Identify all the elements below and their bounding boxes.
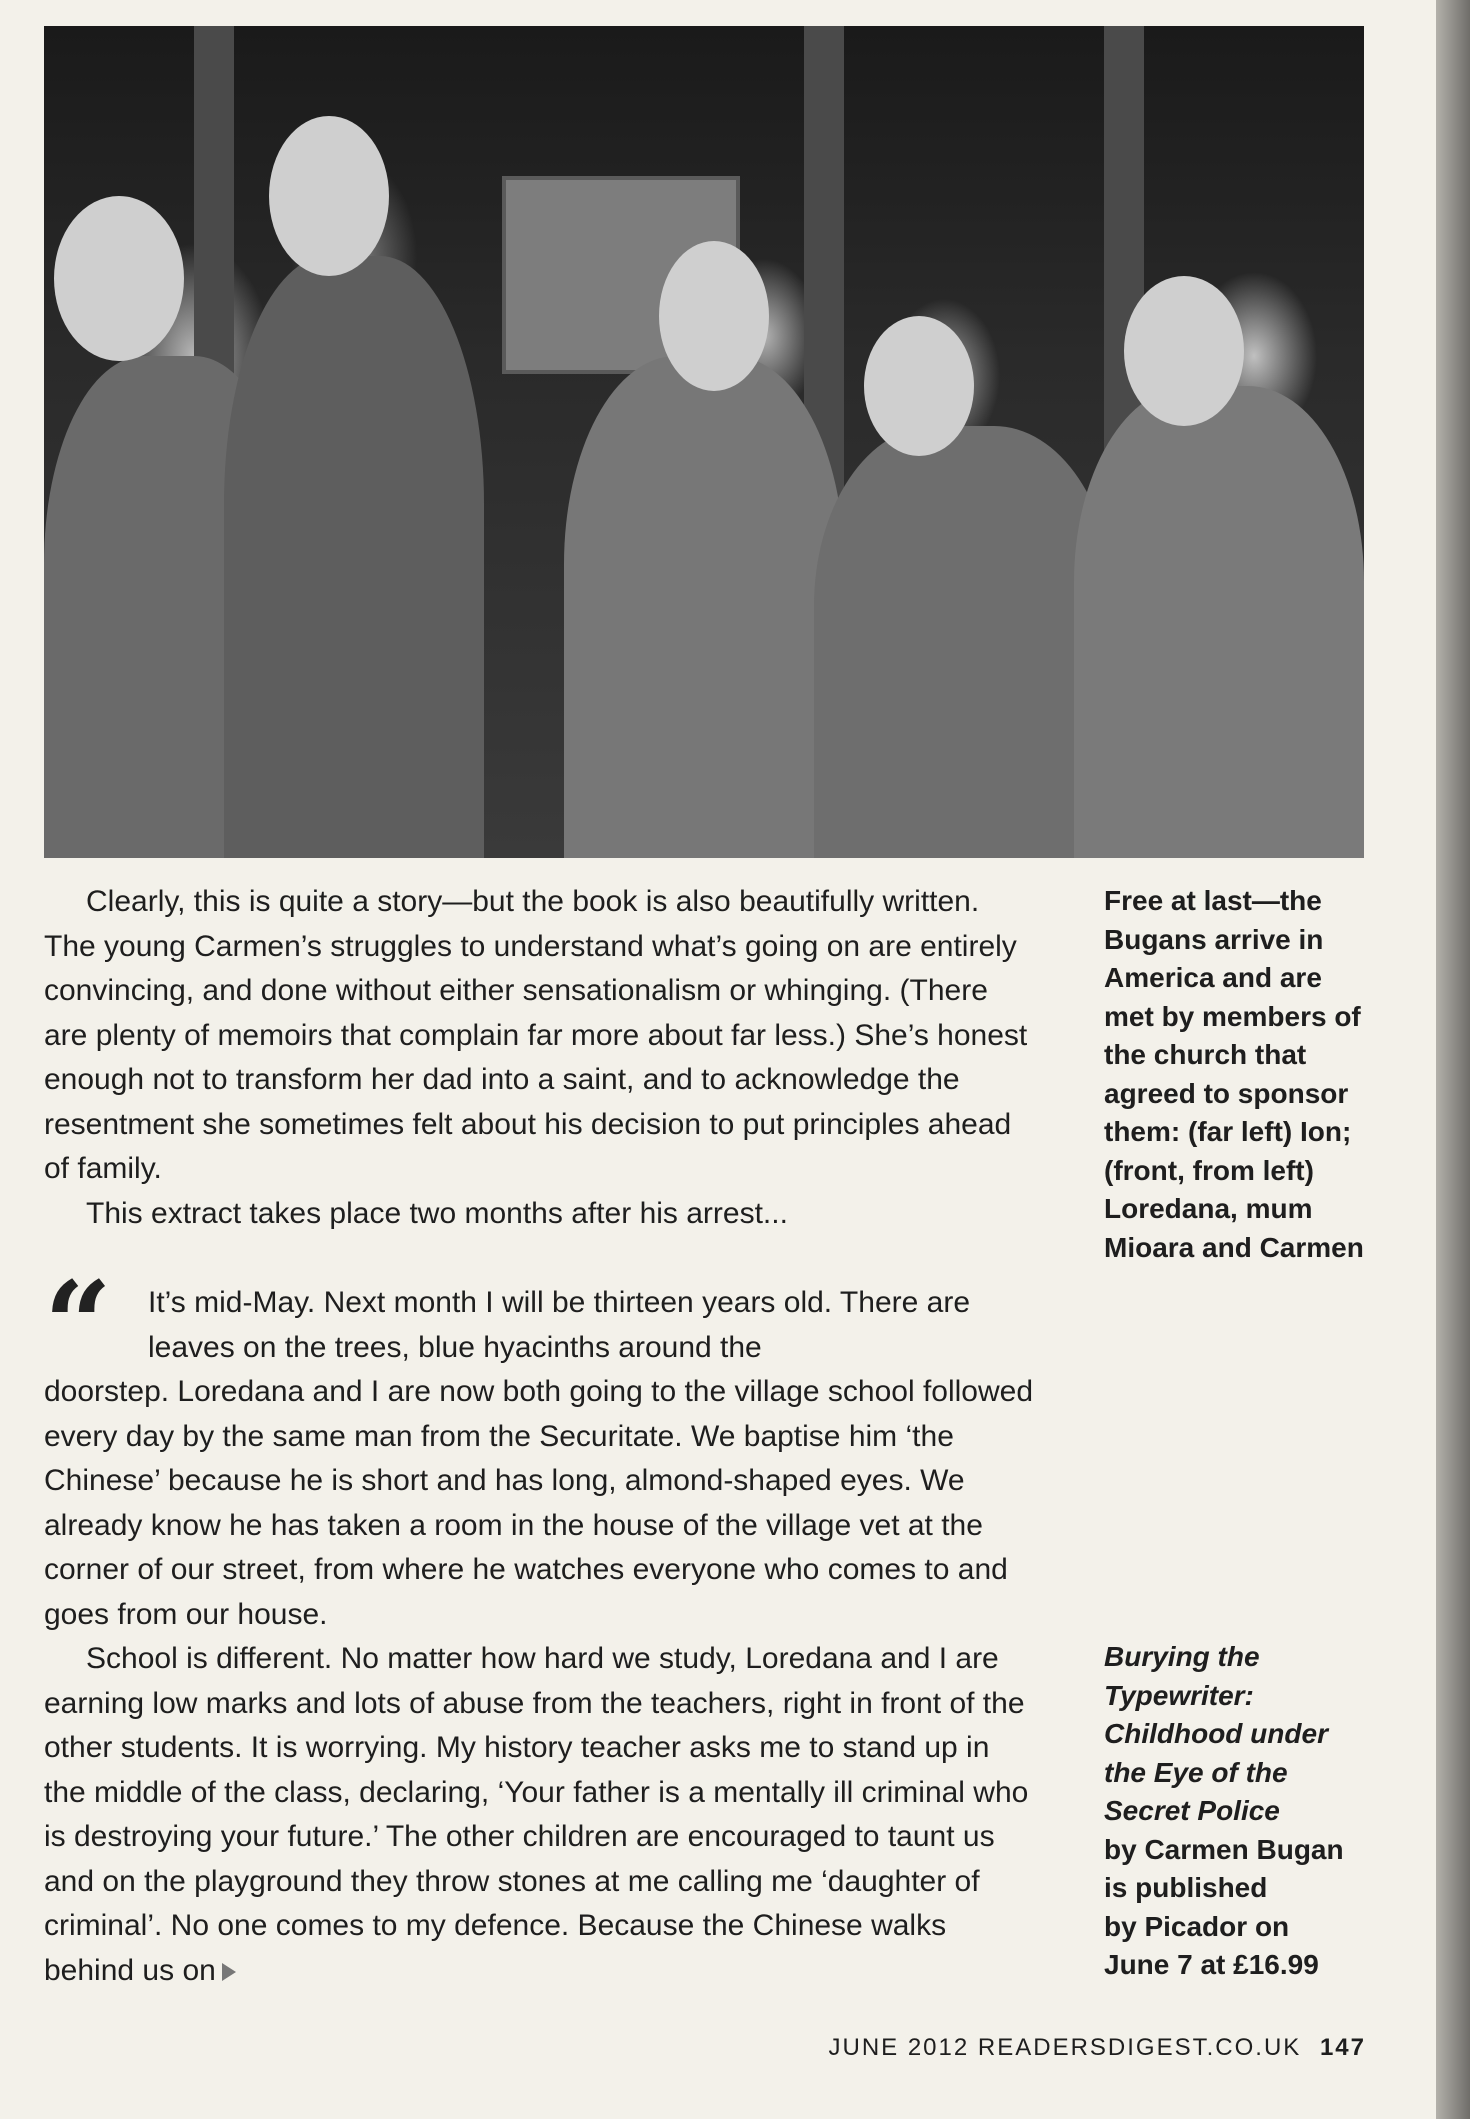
intro-paragraph: Clearly, this is quite a story—but the book is also beautifully written. The young Carmen’s struggles to understand what’s going on are entirely convincing, and done without either sensationalism or whinging. (There are plenty of memoirs that complain far more about far less.) She’s honest enough not to transform her dad into a saint, and to acknowledge the resentment she sometimes felt about his decision to put principles ahead of family.: [44, 885, 1028, 1185]
photo-face: [54, 196, 184, 361]
page-footer: [786, 2034, 1366, 2062]
page-number: 147: [1319, 2034, 1366, 2061]
page-edge-shadow: [1436, 0, 1470, 2119]
photo-face: [1124, 276, 1244, 426]
book-title: Burying the Typewriter: Childhood under the Eye of the Secret Police: [1104, 1641, 1328, 1826]
photo-person: [224, 256, 484, 858]
extract-paragraph-1: doorstep. Loredana and I are now both going to the village school followed every day by the same man from the Securitate. We baptise him ‘the Chinese’ because he is short and has long, almond-shaped eyes. We already know he has taken a room in the house of the village vet at the corner of our street, from where he watches everyone who comes to and goes from our house.: [44, 1375, 1034, 1631]
photo-face: [659, 241, 769, 391]
photo-face: [269, 116, 389, 276]
photo-person: [814, 426, 1114, 858]
book-date-price: June 7 at £16.99: [1104, 1949, 1319, 1980]
extract-paragraph-2: [44, 1637, 1034, 1993]
footer-site: READERSDIGEST.CO.UK: [977, 2034, 1302, 2061]
book-info: [1104, 1638, 1366, 1985]
photo-person: [564, 356, 844, 858]
photo-face: [864, 316, 974, 456]
family-arrival-photo: [44, 26, 1364, 858]
opening-quote-mark: “: [44, 1255, 112, 1394]
book-publisher: by Picador on: [1104, 1910, 1290, 1942]
book-author: by Carmen Bugan: [1104, 1833, 1344, 1865]
photo-person: [1074, 386, 1364, 858]
extract-opening-lines: It’s mid-May. Next month I will be thirteen years old. There are leaves on the trees, blue hyacinths around the: [148, 1286, 970, 1364]
extract-paragraph-2-text: School is different. No matter how hard we study, Loredana and I are earning low marks and lots of abuse from the teachers, right in front of the other students. It is worrying. My history teacher asks me to stand up in the middle of the class, declaring, ‘Your father is a mentally ill criminal who is destroying your future.’ The other children are encouraged to taunt us and on the playground they throw stones at me calling me ‘daughter of criminal’. No one comes to my defence. Because the Chinese walks behind us on: [44, 1642, 1029, 1987]
continued-arrow-icon: [222, 1963, 236, 1981]
book-published: is published: [1104, 1872, 1268, 1903]
extract-note: This extract takes place two months after his arrest...: [86, 1197, 788, 1230]
photo-caption: Free at last—the Bugans arrive in America and are met by members of the church that agreed to sponsor them: (far left) Ion; (front, from left) Loredana, mum Mioara and Carmen: [1104, 885, 1364, 1263]
footer-issue: JUNE 2012: [828, 2034, 970, 2061]
